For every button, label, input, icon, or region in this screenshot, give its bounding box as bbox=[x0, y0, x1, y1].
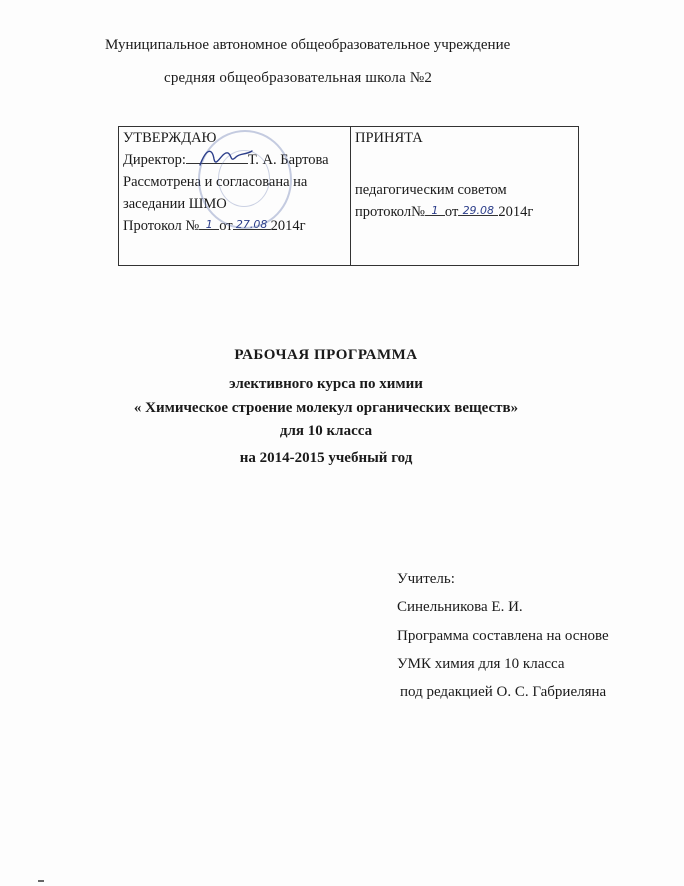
accepted-heading: ПРИНЯТА bbox=[355, 130, 423, 146]
protocol-date: 27.08 bbox=[235, 218, 268, 231]
teacher-name: Синельникова Е. И. bbox=[397, 599, 523, 615]
meeting-line: заседании ШМО bbox=[123, 196, 227, 212]
director-signature bbox=[196, 143, 256, 173]
course-type: элективного курса по химии bbox=[229, 376, 423, 392]
teacher-label: Учитель: bbox=[397, 571, 455, 587]
protocol-line-left bbox=[123, 215, 306, 237]
table-divider bbox=[350, 127, 351, 265]
approve-heading: УТВЕРЖДАЮ bbox=[123, 130, 217, 146]
school-year-line: на 2014-2015 учебный год bbox=[239, 450, 413, 466]
council-number-field bbox=[425, 201, 445, 216]
approval-table bbox=[118, 126, 579, 266]
protocol-line-right bbox=[355, 201, 533, 223]
school-name-line2: средняя общеобразовательная школа №2 bbox=[164, 70, 433, 86]
protocol-year: 2014г bbox=[270, 218, 306, 234]
scan-mark bbox=[38, 880, 44, 882]
grade-line: для 10 класса bbox=[279, 423, 373, 439]
protocol-label: Протокол № bbox=[123, 218, 200, 234]
director-name: Т. А. Бартова bbox=[247, 152, 329, 168]
council-date: 29.08 bbox=[462, 204, 495, 217]
protocol-number: 1 bbox=[205, 218, 213, 231]
reviewed-line: Рассмотрена и согласована на bbox=[123, 174, 308, 190]
program-title: РАБОЧАЯ ПРОГРАММА bbox=[234, 347, 418, 363]
council-from: от bbox=[444, 204, 459, 220]
program-basis: Программа составлена на основе bbox=[397, 628, 609, 644]
council-date-field bbox=[458, 201, 498, 216]
school-name-line1: Муниципальное автономное общеобразовательное учреждение bbox=[105, 37, 511, 53]
textbook-kit: УМК химия для 10 класса bbox=[397, 656, 565, 672]
course-name: « Химическое строение молекул органических веществ» bbox=[133, 400, 519, 416]
textbook-editor: под редакцией О. С. Габриеляна bbox=[400, 684, 607, 700]
protocol-from: от bbox=[219, 218, 233, 234]
council-year: 2014г bbox=[498, 204, 534, 220]
director-label: Директор: bbox=[123, 152, 186, 168]
council-line: педагогическим советом bbox=[355, 182, 507, 198]
council-number: 1 bbox=[431, 204, 439, 217]
council-protocol-label: протокол№ bbox=[355, 204, 425, 220]
